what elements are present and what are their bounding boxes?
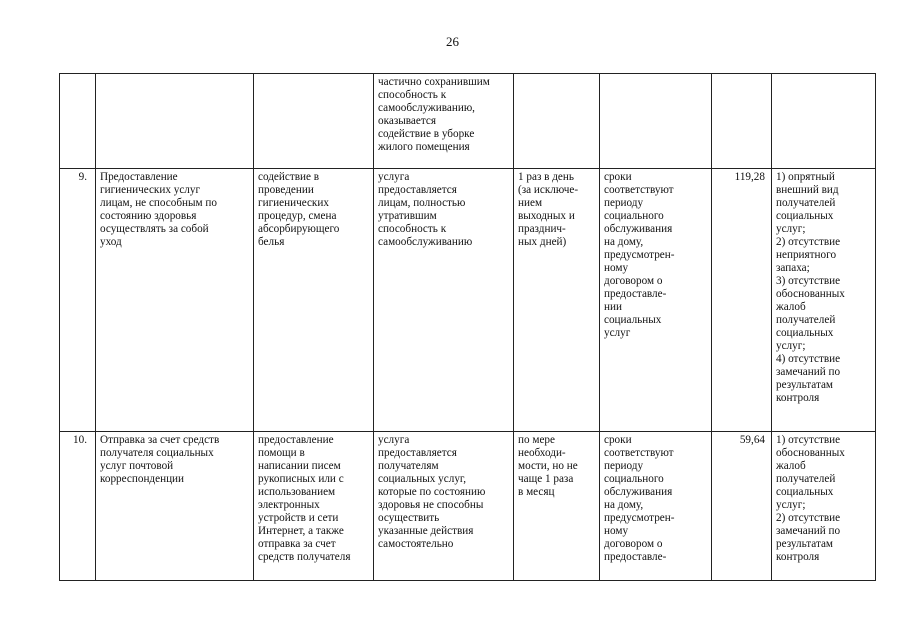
cell-text-line: способность к (378, 89, 447, 101)
cell-text-line: Интернет, а также (258, 525, 344, 537)
cell-text-line: рукописных или с (258, 473, 344, 485)
cell-text-line: получателям (378, 460, 439, 472)
cell-text-line: отправка за счет (258, 538, 336, 550)
cell-text-line: самостоятельно (378, 538, 454, 550)
row-number (60, 74, 96, 169)
cell-text-line: услуг; (776, 223, 806, 235)
cell-text-line: социальных (776, 327, 834, 339)
cell-text-line: предусмотрен- (604, 512, 675, 524)
row-number (60, 432, 96, 581)
cell-text-line: замечаний по (776, 366, 841, 378)
cell-text-line: социального (604, 473, 664, 485)
cell-text-line: которые по состоянию (378, 486, 486, 498)
cell-text-line: средств получателя (258, 551, 351, 563)
service-conditions-cell (374, 169, 514, 432)
cell-text-line: электронных (258, 499, 320, 511)
cell-text-line: жилого помещения (378, 141, 470, 153)
cell-text-line: предоставление (258, 434, 334, 446)
cell-text-line: гигиенических (258, 197, 329, 209)
cell-text-line: неприятного (776, 249, 837, 261)
row-number (60, 169, 96, 432)
table-row (60, 169, 876, 432)
cell-text-line: способность к (378, 223, 447, 235)
cell-text-line: самообслуживанию (378, 236, 473, 248)
cell-text-line: сроки (604, 434, 632, 446)
cell-text-line: сроки (604, 171, 632, 183)
price-cell (712, 74, 772, 169)
cell-text-line: абсорбирующего (258, 223, 340, 235)
periodicity-cell (514, 432, 600, 581)
page-number: 26 (446, 34, 459, 49)
cell-text-line: белья (258, 236, 285, 248)
cell-text-line: лицам, не способным по (100, 197, 217, 209)
quality-indicators-cell (772, 169, 876, 432)
cell-text-line: ному (604, 525, 629, 537)
cell-text-line: соответствуют (604, 447, 674, 459)
service-conditions-cell (374, 74, 514, 169)
service-content-cell (254, 169, 374, 432)
cell-text-line: написании писем (258, 460, 341, 472)
periodicity-cell (514, 74, 600, 169)
cell-text-line: процедур, смена (258, 210, 337, 222)
cell-text-line: социального (604, 210, 664, 222)
service-conditions-cell (374, 432, 514, 581)
cell-text-line: 2) отсутствие (776, 236, 841, 248)
cell-text-line: проведении (258, 184, 314, 196)
cell-text-line: нием (518, 197, 543, 209)
cell-text-line: на дому, (604, 499, 644, 511)
cell-text-line: уход (100, 236, 122, 248)
cell-text-line: получателя социальных (100, 447, 214, 459)
cell-text: 10. (73, 434, 87, 446)
cell-text-line: выходных и (518, 210, 575, 222)
cell-text-line: 2) отсутствие (776, 512, 841, 524)
cell-text-line: услуг почтовой (100, 460, 174, 472)
cell-text-line: 1) опрятный (776, 171, 835, 183)
cell-text-line: периоду (604, 197, 644, 209)
cell-text-line: ных дней) (518, 236, 567, 248)
cell-text-line: замечаний по (776, 525, 841, 537)
price-cell (712, 169, 772, 432)
cell-text-line: чаще 1 раза (518, 473, 574, 485)
cell-text-line: осуществить (378, 512, 440, 524)
cell-text-line: жалоб (776, 460, 806, 472)
cell-text-line: 1 раз в день (518, 171, 574, 183)
cell-text-line: предоставляется (378, 447, 457, 459)
cell-text-line: внешний вид (776, 184, 839, 196)
cell-text-line: гигиенических услуг (100, 184, 201, 196)
cell-text-line: результатам (776, 379, 834, 391)
table-row (60, 74, 876, 169)
cell-text-line: обоснованных (776, 447, 845, 459)
services-table (59, 73, 876, 581)
cell-text-line: здоровья не способны (378, 499, 484, 511)
cell-text-line: предоставляется (378, 184, 457, 196)
cell-text-line: предусмотрен- (604, 249, 675, 261)
cell-text: 119,28 (734, 171, 765, 183)
cell-text-line: осуществлять за собой (100, 223, 209, 235)
cell-text-line: лицам, полностью (378, 197, 466, 209)
cell-text-line: договором о (604, 538, 663, 550)
cell-text-line: услуга (378, 434, 410, 446)
service-content-cell (254, 432, 374, 581)
cell-text-line: нии (604, 301, 622, 313)
cell-text-line: социальных (604, 314, 662, 326)
cell-text-line: обоснованных (776, 288, 845, 300)
cell-text: 9. (78, 171, 87, 183)
table-row (60, 432, 876, 581)
quality-indicators-cell (772, 74, 876, 169)
cell-text-line: социальных (776, 486, 834, 498)
cell-text-line: соответствуют (604, 184, 674, 196)
service-name-cell (96, 432, 254, 581)
price-cell (712, 432, 772, 581)
quality-indicators-cell (772, 432, 876, 581)
cell-text-line: необходи- (518, 447, 566, 459)
cell-text-line: договором о (604, 275, 663, 287)
cell-text-line: услуг (604, 327, 631, 339)
cell-text-line: Отправка за счет средств (100, 434, 220, 446)
cell-text-line: мости, но не (518, 460, 578, 472)
cell-text-line: получателей (776, 473, 836, 485)
cell-text-line: празднич- (518, 223, 566, 235)
periodicity-cell (514, 169, 600, 432)
cell-text-line: помощи в (258, 447, 305, 459)
cell-text-line: содействие в уборке (378, 128, 475, 140)
cell-text-line: самообслуживанию, (378, 102, 475, 114)
cell-text-line: устройств и сети (258, 512, 339, 524)
cell-text-line: жалоб (776, 301, 806, 313)
cell-text-line: результатам (776, 538, 834, 550)
cell-text-line: оказывается (378, 115, 436, 127)
cell-text-line: обслуживания (604, 486, 673, 498)
cell-text: 59,64 (739, 434, 765, 446)
table-body (60, 74, 876, 581)
cell-text-line: корреспонденции (100, 473, 185, 485)
terms-cell (600, 169, 712, 432)
cell-text-line: указанные действия (378, 525, 474, 537)
cell-text-line: (за исключе- (518, 184, 579, 196)
cell-text-line: состоянию здоровья (100, 210, 197, 222)
terms-cell (600, 432, 712, 581)
cell-text-line: содействие в (258, 171, 320, 183)
cell-text-line: периоду (604, 460, 644, 472)
cell-text-line: утратившим (378, 210, 437, 222)
cell-text-line: услуга (378, 171, 410, 183)
cell-text-line: услуг; (776, 340, 806, 352)
cell-text-line: на дому, (604, 236, 644, 248)
cell-text-line: в месяц (518, 486, 555, 498)
cell-text-line: использованием (258, 486, 336, 498)
cell-text-line: социальных услуг, (378, 473, 467, 485)
cell-text-line: 1) отсутствие (776, 434, 841, 446)
cell-text-line: контроля (776, 392, 820, 404)
service-name-cell (96, 169, 254, 432)
cell-text-line: 4) отсутствие (776, 353, 841, 365)
cell-text-line: запаха; (776, 262, 810, 274)
cell-text-line: контроля (776, 551, 820, 563)
service-content-cell (254, 74, 374, 169)
terms-cell (600, 74, 712, 169)
cell-text-line: Предоставление (100, 171, 178, 183)
cell-text-line: предоставле- (604, 551, 667, 563)
cell-text-line: получателей (776, 314, 836, 326)
cell-text-line: социальных (776, 210, 834, 222)
cell-text-line: 3) отсутствие (776, 275, 841, 287)
cell-text-line: услуг; (776, 499, 806, 511)
cell-text-line: обслуживания (604, 223, 673, 235)
cell-text-line: ному (604, 262, 629, 274)
service-name-cell (96, 74, 254, 169)
cell-text-line: предоставле- (604, 288, 667, 300)
cell-text-line: получателей (776, 197, 836, 209)
cell-text-line: частично сохранившим (378, 76, 490, 88)
cell-text-line: по мере (518, 434, 555, 446)
